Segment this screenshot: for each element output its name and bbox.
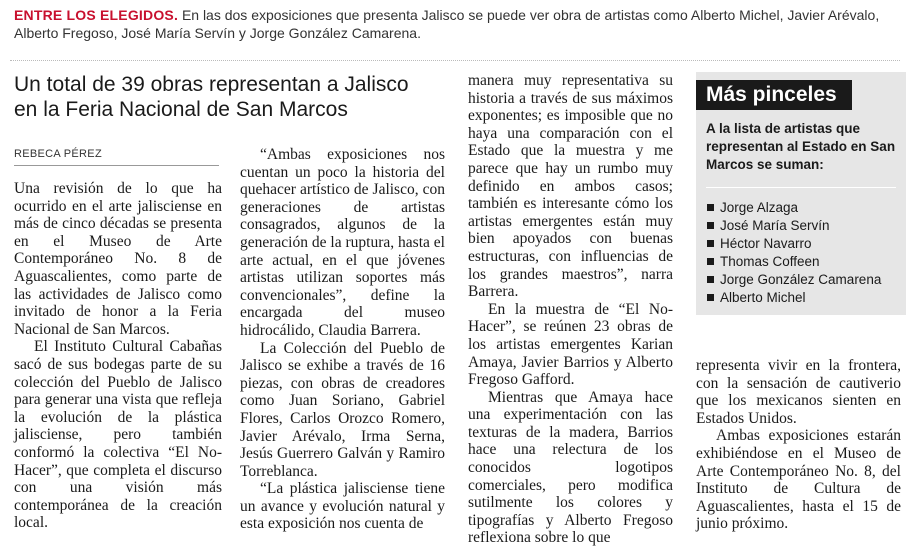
headline-line-2: en la Feria Nacional de San Marcos bbox=[14, 98, 348, 121]
square-bullet-icon bbox=[707, 204, 714, 211]
paragraph: En la muestra de “El No-Hacer”, se reúnen 23 obras de los artistas emergentes Karian Amaya, Javier Barrios y Alberto Fregoso Gafford. bbox=[468, 300, 673, 389]
square-bullet-icon bbox=[707, 258, 714, 265]
paragraph: manera muy representativa su historia a través de sus máximos exponentes; es imposible que no haya una comparación con el Estado que la muestra y me parece que hay un rumbo muy definido en ambos casos; también es interesante cómo los artistas emergentes están muy bien apoyados con buenas estructuras, con influencias de los grandes maestros”, narra Barrera. bbox=[468, 72, 673, 301]
caption-divider bbox=[10, 60, 900, 61]
sidebar-divider bbox=[706, 187, 896, 188]
artist-list bbox=[706, 199, 881, 307]
article-column-3 bbox=[468, 72, 673, 547]
headline-line-1: Un total de 39 obras representan a Jalisco bbox=[14, 73, 409, 96]
article-headline bbox=[14, 72, 454, 122]
paragraph: “Ambas exposiciones nos cuentan un poco la historia del quehacer artístico de Jalisco, con generaciones de artistas consagrados, algunos de la generación de la ruptura, hasta el arte actual, en el que jóvenes artistas utilizan soportes más convencionales”, define la encargada del museo hidrocálido, Claudia Barrera. bbox=[240, 146, 445, 339]
artist-list-item: José María Servín bbox=[706, 217, 881, 235]
square-bullet-icon bbox=[707, 294, 714, 301]
square-bullet-icon bbox=[707, 240, 714, 247]
paragraph: El Instituto Cultural Cabañas sacó de sus bodegas parte de su colección del Pueblo de Jalisco para generar una vista que refleja la evolución de la plástica jalisciense, pero también conformó la colectiva “El No-Hacer”, que completa el discurso con una visión más contemporánea de la creación local. bbox=[14, 338, 222, 532]
square-bullet-icon bbox=[707, 276, 714, 283]
artist-list-item: Alberto Michel bbox=[706, 289, 881, 307]
byline: REBECA PÉREZ bbox=[14, 148, 102, 160]
paragraph: La Colección del Pueblo de Jalisco se exhibe a través de 16 piezas, con obras de creadores como Juan Soriano, Gabriel Flores, Carlos Orozco Romero, Javier Arévalo, Irma Serna, Jesús Guerrero Galván y Ramiro Torreblanca. bbox=[240, 339, 445, 480]
article-column-1 bbox=[14, 180, 222, 532]
paragraph: Mientras que Amaya hace una experimentación con las texturas de la madera, Barrios hace una relectura de los conocidos logotipos comerciales, pero modifica sutilmente los colores y tipografías y Alberto Fregoso reflexiona sobre lo que bbox=[468, 388, 673, 547]
paragraph: Ambas exposiciones estarán exhibiéndose en el Museo de Arte Contemporáneo No. 8, del Instituto de Cultura de Aguascalientes, hasta el 15 de junio próximo. bbox=[696, 427, 901, 533]
caption-kicker: ENTRE LOS ELEGIDOS. bbox=[14, 7, 179, 23]
artist-list-item: Héctor Navarro bbox=[706, 235, 881, 253]
paragraph: “La plástica jalisciense tiene un avance y evolución natural y esta exposición nos cuenta de bbox=[240, 480, 445, 533]
sidebar-intro: A la lista de artistas que representan al Estado en San Marcos se suman: bbox=[706, 121, 896, 172]
artist-list-item: Jorge González Camarena bbox=[706, 271, 881, 289]
sidebar-box bbox=[696, 72, 906, 315]
artist-list-item: Thomas Coffeen bbox=[706, 253, 881, 271]
article-column-2 bbox=[240, 146, 445, 533]
caption-text: En las dos exposiciones que presenta Jalisco se puede ver obra de artistas como Alberto Michel, Javier Arévalo, Alberto Fregoso, José María Servín y Jorge González Camarena. bbox=[14, 7, 880, 41]
square-bullet-icon bbox=[707, 222, 714, 229]
byline-divider bbox=[14, 165, 219, 166]
photo-caption bbox=[14, 6, 904, 42]
artist-list-item: Jorge Alzaga bbox=[706, 199, 881, 217]
sidebar-title: Más pinceles bbox=[696, 80, 852, 110]
paragraph: Una revisión de lo que ha ocurrido en el arte jalisciense en más de cinco décadas se presenta en el Museo de Arte Contemporáneo No. 8 de Aguascalientes, como parte de las actividades de Jalisco como invitado de honor a la Feria Nacional de San Marcos. bbox=[14, 180, 222, 338]
paragraph: representa vivir en la frontera, con la sensación de cautiverio que los mexicanos sienten en Estados Unidos. bbox=[696, 357, 901, 427]
article-column-4 bbox=[696, 357, 901, 533]
